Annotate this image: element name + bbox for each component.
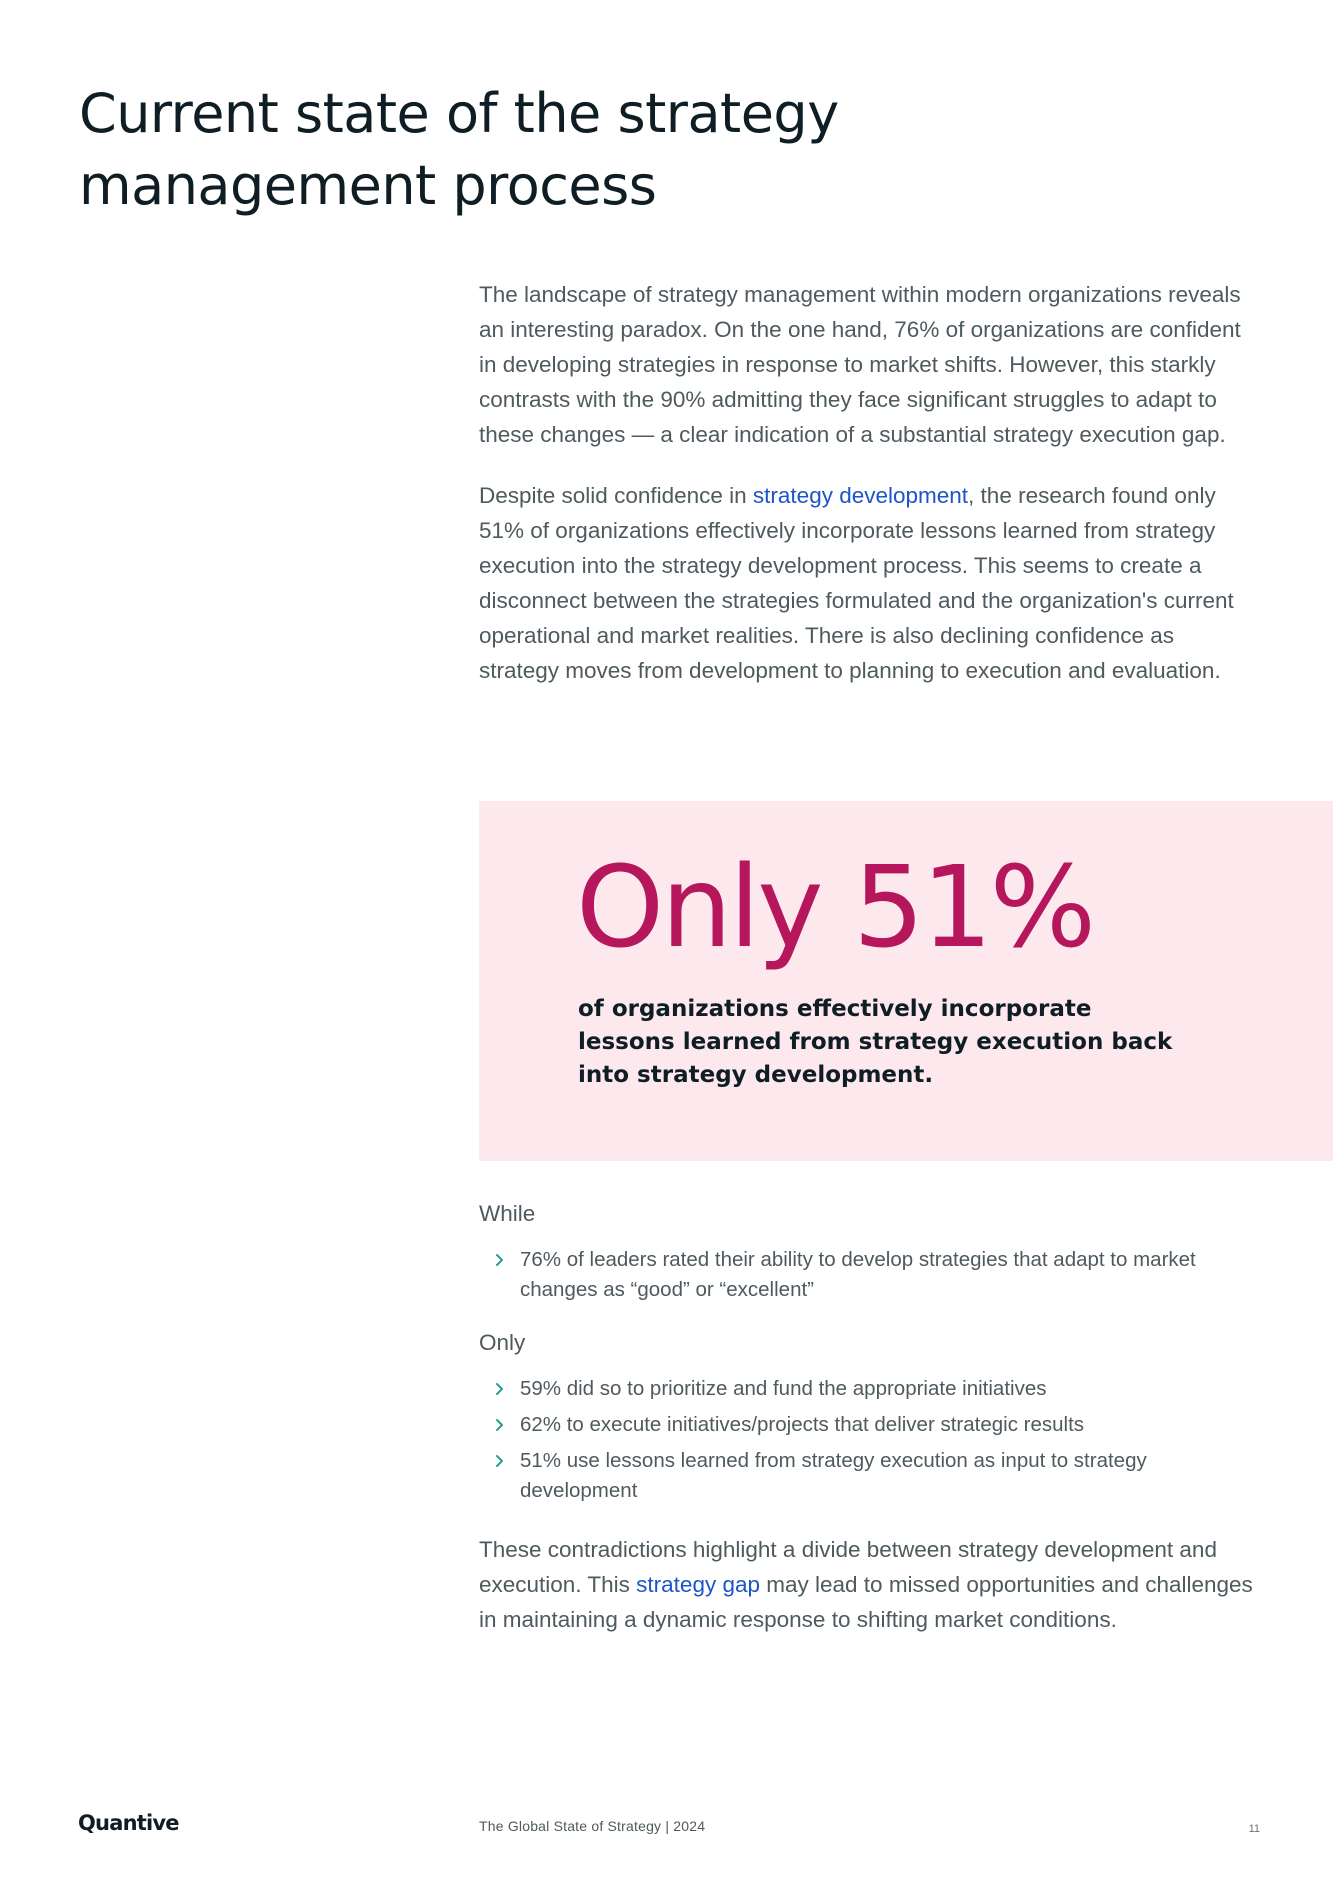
footer-document-title: The Global State of Strategy | 2024 [479, 1818, 706, 1834]
page-title: Current state of the strategy management process [79, 82, 839, 217]
callout-text: of organizations effectively incorporate lessons learned from strategy execution back into strategy development. [578, 996, 1173, 1088]
stat-callout [479, 801, 1333, 1161]
while-label: While [479, 1201, 536, 1226]
list-item-text: 62% to execute initiatives/projects that deliver strategic results [520, 1413, 1085, 1436]
list-item-text: 51% use lessons learned from strategy execution as input to strategy development [520, 1449, 1147, 1502]
strategy-development-link[interactable]: strategy development [752, 483, 969, 508]
list-item [479, 1446, 1259, 1506]
list-item [479, 1374, 1259, 1404]
list-item-text: 59% did so to prioritize and fund the appropriate initiatives [520, 1377, 1047, 1400]
strategy-gap-link[interactable]: strategy gap [636, 1572, 760, 1597]
list-item [479, 1410, 1259, 1440]
page-number: 11 [1248, 1823, 1260, 1835]
only-label: Only [479, 1330, 526, 1355]
findings-section [479, 1196, 1259, 1637]
only-list [479, 1374, 1259, 1506]
chevron-right-icon [494, 1410, 506, 1440]
chevron-right-icon [494, 1245, 506, 1275]
chevron-right-icon [494, 1374, 506, 1404]
closing-end: may lead to missed opportunities and challenges in maintaining a dynamic response to shifting market conditions. [479, 1572, 1253, 1632]
intro-section [479, 277, 1259, 688]
intro-paragraph-2 [479, 478, 1259, 688]
list-item [479, 1245, 1259, 1305]
closing-start: These contradictions highlight a divide between strategy development and execution. This [479, 1537, 1217, 1597]
intro-paragraph-1: The landscape of strategy management within modern organizations reveals an interesting paradox. On the one hand, 76% of organizations are confident in developing strategies in response to market shifts. However, this starkly contrasts with the 90% admitting they face significant struggles to adapt to these changes — a clear indication of a substantial strategy execution gap. [479, 282, 1241, 447]
list-item-text: 76% of leaders rated their ability to develop strategies that adapt to market changes as “good” or “excellent” [520, 1248, 1196, 1301]
intro-paragraph-2-end: , the research found only 51% of organizations effectively incorporate lessons learned from strategy execution into the strategy development process. This seems to create a disconnect between the strategies formulated and the organization's current operational and market realities. There is also declining confidence as strategy moves from development to planning to execution and evaluation. [479, 483, 1234, 683]
quantive-logo: Quantive [78, 1811, 179, 1835]
callout-headline: Only 51% [576, 843, 1094, 973]
chevron-right-icon [494, 1446, 506, 1476]
while-list [479, 1245, 1259, 1305]
intro-paragraph-2-start: Despite solid confidence in [479, 483, 753, 508]
closing-paragraph [479, 1532, 1259, 1637]
